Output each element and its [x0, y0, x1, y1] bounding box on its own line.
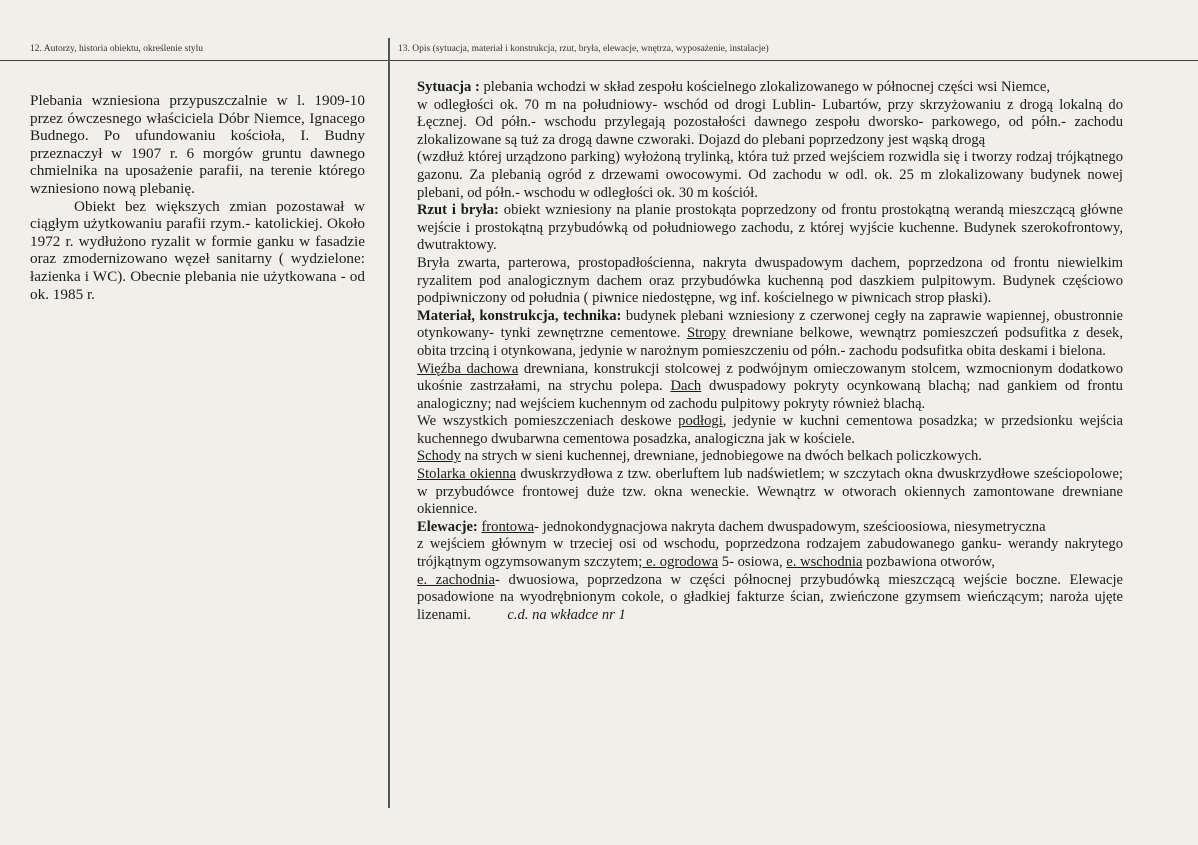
- material-text-1: budynek plebani wzniesiony z czerwonej cegły na zaprawie wapiennej, obustronnie otynkowany- tynki zewnętrzne cementowe.: [417, 307, 1123, 342]
- frontowa-label: frontowa: [481, 518, 535, 535]
- stropy-label: Stropy: [686, 325, 726, 342]
- schody-label: Schody: [417, 448, 461, 465]
- material-label: Materiał, konstrukcja, technika:: [417, 307, 622, 324]
- rzut-label: Rzut i bryła:: [417, 202, 499, 219]
- wschodnia-label: e. wschodnia: [786, 554, 863, 571]
- podlogi-block: [417, 413, 1123, 448]
- sytuacja-text-3: (wzdłuż której urządzono parking) wyłożoną trylinką, która tuż przed wejściem rozwidla się i tworzy rodzaj trójkątnego gazonu. Za plebanią ogród z drzewami owocowymi. Od zachodu w odl. ok. 25 m zlokalizowany budynek nowej plebani, od półn.- wschodu w odległości ok. 30 m kościół.: [417, 149, 1123, 201]
- podlogi-text: , jedynie w kuchni cementowa posadzka; w przedsionku wejścia kuchennego dwubarwna cementowa posadzka, analogiczna jak w kościele.: [417, 413, 1123, 447]
- section-12-header: 12. Autorzy, historia obiektu, określenie stylu: [30, 44, 203, 54]
- wiezba-label: Więźba dachowa: [417, 360, 519, 377]
- section-13-header: 13. Opis (sytuacja, materiał i konstrukcja, rzut, bryła, elewacje, wnętrza, wyposażenie, instalacje): [398, 44, 769, 54]
- wiezba-text: drewniana, konstrukcji stolcowej z podwójnym omieczowanym stolcem, wzmocnionym dodatkowo ukośnie zastrzałami, na strychu polepa.: [417, 360, 1123, 395]
- sytuacja-label: Sytuacja :: [417, 79, 480, 95]
- frontowa-text: - jednokondygnacjowa nakryta dachem dwuspadowym, sześcioosiowa, niesymetryczna: [534, 518, 1046, 535]
- dach-label: Dach: [670, 378, 702, 395]
- material-text-2: drewniane belkowe, wewnątrz pomieszczeń podsufitka z desek, obita trzciną i otynkowana, jedynie w narożnym pomieszczeniu od półn.- zachodu podsufitka obita deskami i bielona.: [417, 325, 1123, 359]
- stolarka-text: dwuskrzydłowa z tzw. oberluftem lub nadświetlem; w szczytach okna dwuskrzydłowe sześciopolowe; w przybudówce frontowej duże tzw. okna weneckie. Wewnątrz w otworach okiennych zamontowane drewniane okiennice.: [417, 466, 1123, 518]
- frontowa-text-2: z wejściem głównym w trzeciej osi od wschodu, poprzedzona rodzajem zabudowanego ganku- werandy nakrytego trójkątnym ogzymsowanym szczytem;: [417, 536, 1123, 571]
- ogrodowa-label: e. ogrodowa: [642, 554, 719, 571]
- material-block: [417, 308, 1123, 361]
- bryla-text: Bryła zwarta, parterowa, prostopadłościenna, nakryta dwuspadowym dachem, poprzedzona od frontu niewielkim ryzalitem pod analogicznym dachem oraz przybudówka kuchenną pod daszkiem pulpitowym. Budynek częściowo podpiwniczony od południa ( piwnice niedostępne, wg inf. kościelnego w piwnicach strop płaski).: [417, 254, 1123, 307]
- rzut-text: obiekt wzniesiony na planie prostokąta poprzedzony od frontu prostokątną werandą mieszczącą główne wejście i prostokątną przybudówką od południowego zachodu, z której wyjście kuchenne. Budynek szerokofrontowy, dwutraktowy.: [417, 202, 1123, 254]
- sytuacja-block: [417, 79, 1123, 97]
- podlogi-label: podłogi: [678, 413, 723, 430]
- history-paragraph-1: Plebania wzniesiona przypuszczalnie w l. 1909-10 przez ówczesnego właściciela Dóbr Niemce, Ignacego Budnego. Po ufundowaniu kościoła, I. Budny przeznaczył w 1907 r. 6 morgów gruntu dawnego chmielnika na uposażenie parafii, na terenie którego wzniesiono nową plebanię.: [30, 92, 365, 197]
- description-column: [417, 79, 1123, 624]
- wiezba-block: [417, 361, 1123, 414]
- stolarka-label: Stolarka okienna: [417, 466, 517, 483]
- podlogi-pre: We wszystkich pomieszczeniach deskowe: [417, 413, 672, 430]
- zachodnia-block: [417, 572, 1123, 625]
- column-divider: [388, 38, 390, 808]
- dach-text: dwuspadowy pokryty ocynkowaną blachą; nad gankiem od frontu analogiczny; nad wejściem kuchennym od zachodu pulpitowy pokryty również blachą.: [417, 378, 1123, 412]
- ogrodowa-text: 5- osiowa,: [718, 554, 787, 571]
- zachodnia-text: - dwuosiowa, poprzedzona w części północnej przybudówką mieszczącą wejście boczne. Elewacje posadowione na wyodrębnionym cokole, o gładkiej fakturze ścian, zwieńczone gzymsem wieńczącym; naroża ujęte lizenami.: [417, 571, 1123, 623]
- history-column: [30, 92, 365, 303]
- rzut-block: [417, 202, 1123, 255]
- sytuacja-text-1: plebania wchodzi w skład zespołu kościelnego zlokalizowanego w północnej części wsi Niemce,: [483, 79, 1051, 95]
- zachodnia-label: e. zachodnia: [417, 571, 495, 588]
- header-divider: [0, 60, 1198, 61]
- elewacje-block: [417, 519, 1123, 537]
- wschodnia-text: pozbawiona otworów,: [862, 554, 995, 571]
- elewacje-label: Elewacje:: [417, 518, 478, 535]
- stolarka-block: [417, 466, 1123, 519]
- schody-text: na strych w sieni kuchennej, drewniane, jednobiegowe na dwóch belkach policzkowych.: [464, 448, 982, 465]
- schody-block: [417, 448, 1123, 466]
- frontowa-block-2: [417, 536, 1123, 571]
- sytuacja-text-2: w odległości ok. 70 m na południowy- wschód od drogi Lublin- Lubartów, przy skrzyżowaniu z drogą lokalną do Łęcznej. Od półn.- wschodu przylegają pozostałości dawnego zespołu dworsko- parkowego, od półn.- zachodu zlokalizowane są tuż za drogą dawne czworaki. Dojazd do plebani poprzedzony jest wąską drogą: [417, 96, 1123, 148]
- continuation-note: c.d. na wkładce nr 1: [507, 606, 626, 623]
- history-paragraph-2: Obiekt bez większych zmian pozostawał w ciągłym użytkowaniu parafii rzym.- katolickiej. Około 1972 r. wydłużono ryzalit w formie ganku w fasadzie oraz zmodernizowano węzeł sanitarny ( wydzielone: łazienka i WC). Obecnie plebania nie użytkowana - od ok. 1985 r.: [30, 197, 365, 303]
